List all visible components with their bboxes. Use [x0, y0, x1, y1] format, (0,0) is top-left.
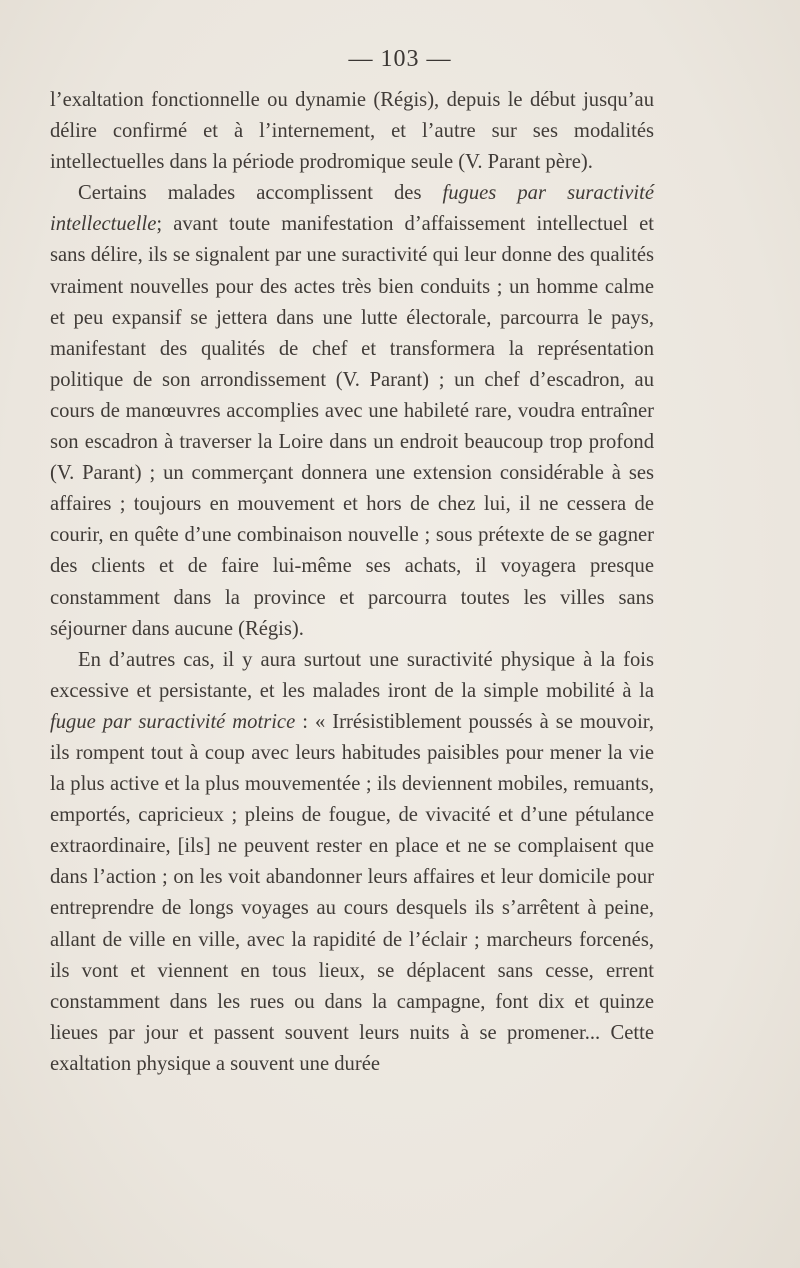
page-number: — 103 — [348, 46, 452, 72]
paragraph [50, 85, 654, 178]
text-run: l’exaltation fonctionnelle ou dynamie (Régis), depuis le début jusqu’au délire confirmé et à l’internement, et l’autre sur ses modalités intellectuelles dans la période prodromique seule (V. Parant père). [50, 89, 654, 174]
text-run: ; avant toute manifestation d’affaissement intellectuel et sans délire, ils se signalent par une suractivité qui leur donne des qualités vraiment nouvelles pour des actes très bien conduits ; un homme calme et peu expansif se jettera dans une lutte électorale, parcourra le pays, manifestant des qualités de chef et transformera la représentation politique de son arrondissement (V. Parant) ; un chef d’escadron, au cours de manœuvres accomplies avec une habileté rare, voudra entraîner son escadron à traverser la Loire dans un endroit beaucoup trop profond (V. Parant) ; un commerçant donnera une extension considérable à ses affaires ; toujours en mouvement et hors de chez lui, il ne cessera de courir, en quête d’une combinaison nouvelle ; sous prétexte de se gagner des clients et de faire lui-même ses achats, il voyagera presque constamment dans la province et parcourra toutes les villes sans séjourner dans aucune (Régis). [50, 213, 654, 640]
text-run: Certains malades accomplissent des [78, 182, 443, 205]
text-run: En d’autres cas, il y aura surtout une suractivité physique à la fois excessive et persistante, et les malades iront de la simple mobilité à la [50, 648, 654, 702]
body-text [50, 85, 654, 1080]
italic-term: fugues par suractivité intellectuelle [50, 182, 654, 236]
paragraph [50, 178, 654, 644]
paragraph [50, 645, 654, 1080]
italic-term: fugue par suractivité motrice [50, 710, 296, 733]
text-run: : « Irrésistiblement poussés à se mouvoir, ils rompent tout à coup avec leurs habitudes paisibles pour mener la vie la plus active et la plus mouvementée ; ils deviennent mobiles, remuants, emportés, capricieux ; pleins de fougue, de vivacité et d’une pétulance extraordinaire, [ils] ne peuvent rester en place et ne se complaisent que dans l’action ; on les voit abandonner leurs affaires et leur domicile pour entreprendre de longs voyages au cours desquels ils s’arrêtent à peine, allant de ville en ville, avec la rapidité de l’éclair ; marcheurs forcenés, ils vont et viennent en tous lieux, se déplacent sans cesse, errent constamment dans les rues ou dans la campagne, font dix et quinze lieues par jour et passent souvent leurs nuits à se promener... Cette exaltation physique a souvent une durée [50, 710, 654, 1075]
